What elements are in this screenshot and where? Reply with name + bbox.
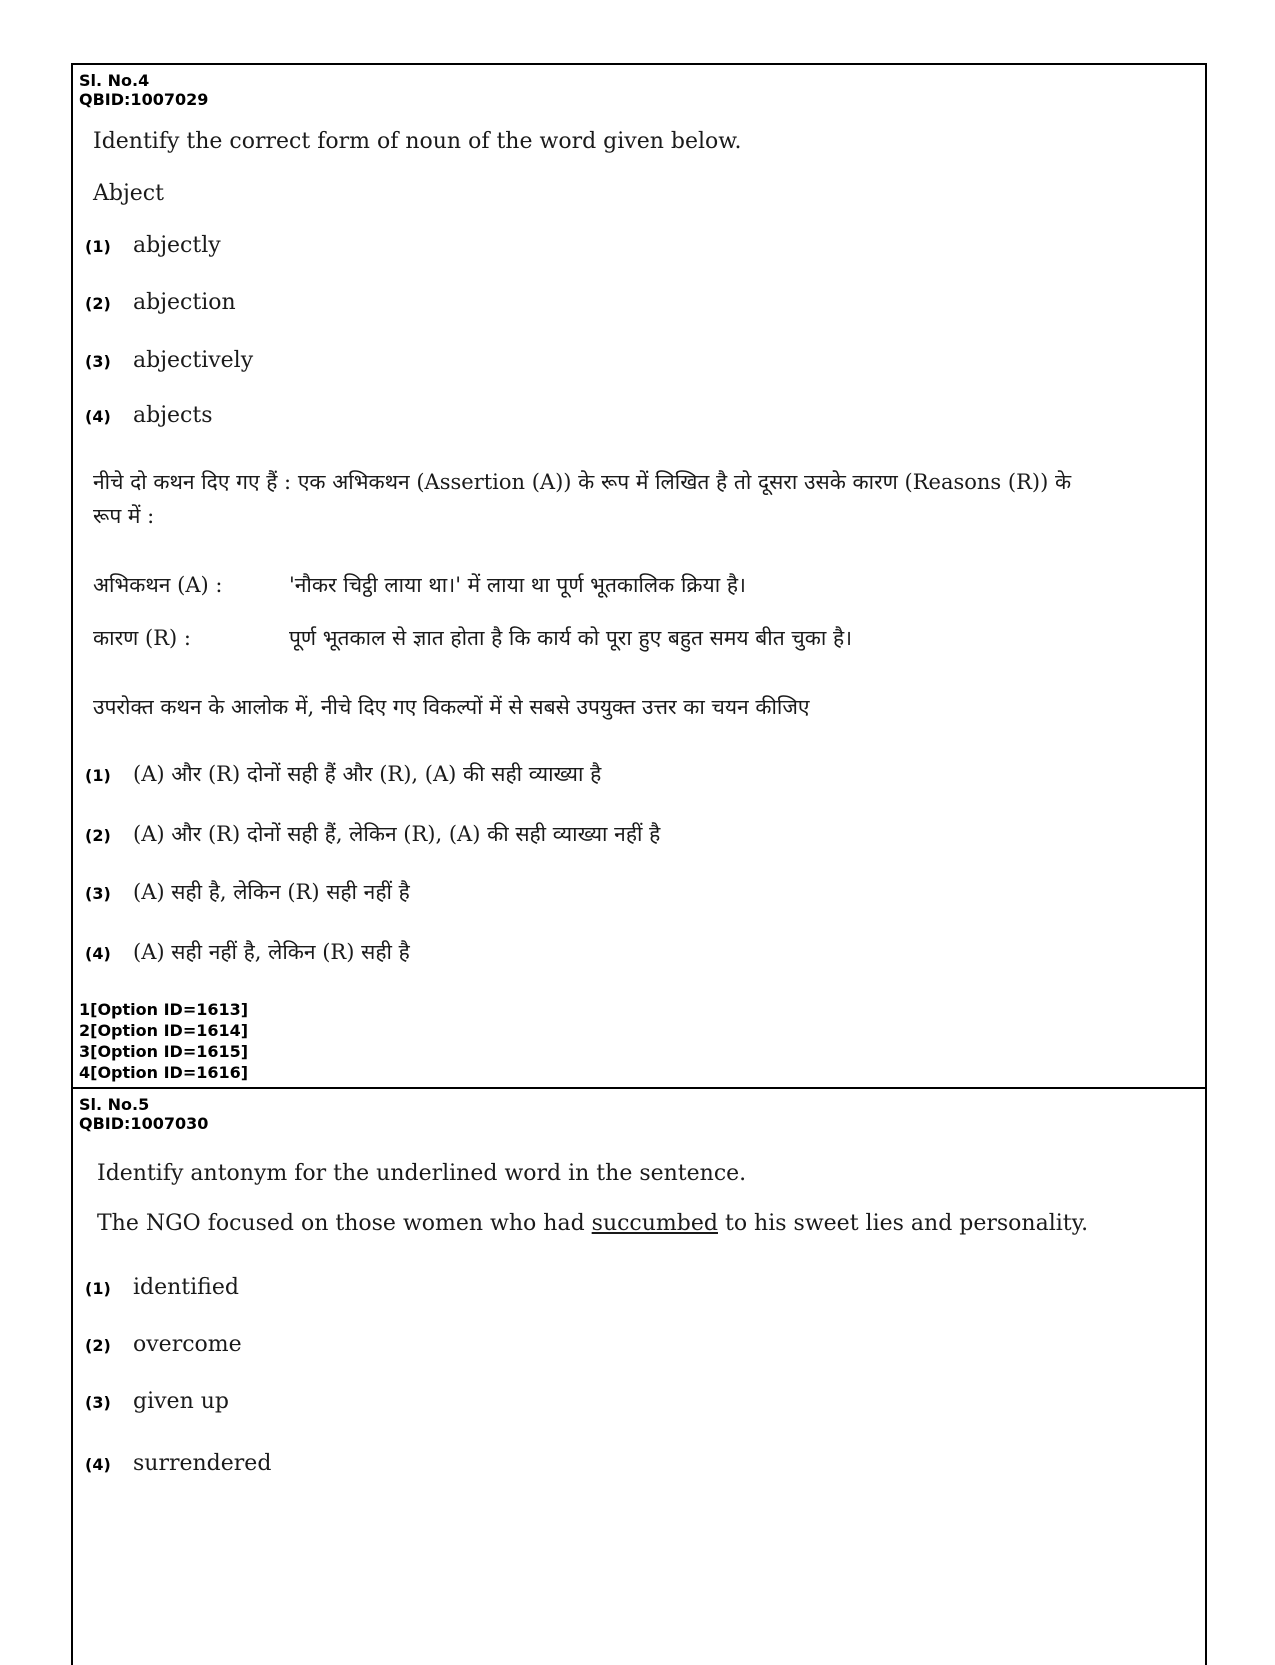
question-text: Identify the correct form of noun of the word given below. xyxy=(93,129,742,154)
option-number: (2) xyxy=(85,826,111,845)
option-3 xyxy=(85,1389,229,1414)
option-1 xyxy=(85,1275,239,1300)
underlined-word: succumbed xyxy=(591,1211,718,1236)
option-4 xyxy=(85,1451,271,1476)
assertion-option-3 xyxy=(85,875,410,909)
option-text: (A) और (R) दोनों सही हैं, लेकिन (R), (A) की सही व्याख्या नहीं है xyxy=(133,822,661,846)
option-number: (1) xyxy=(85,1279,111,1298)
reason-text: पूर्ण भूतकाल से ज्ञात होता है कि कार्य को पूरा हुए बहुत समय बीत चुका है। xyxy=(289,626,853,650)
option-number: (3) xyxy=(85,352,111,371)
assertion-intro xyxy=(93,465,1173,533)
option-2 xyxy=(85,1332,242,1357)
reason-row xyxy=(93,621,852,655)
option-4 xyxy=(85,403,213,428)
question-block-5 xyxy=(73,1089,1205,1649)
question-sentence xyxy=(97,1211,1088,1236)
serial-number: Sl. No.4 xyxy=(79,71,150,90)
option-text: surrendered xyxy=(133,1451,272,1476)
question-sheet xyxy=(71,63,1207,1665)
option-text: abjectively xyxy=(133,348,254,373)
question-header xyxy=(73,1095,208,1133)
qbid: QBID:1007029 xyxy=(79,90,209,109)
option-text: abjection xyxy=(133,290,236,315)
option-number: (4) xyxy=(85,1455,111,1474)
assertion-intro-line: नीचे दो कथन दिए गए हैं : एक अभिकथन (Assertion (A)) के रूप में लिखित है तो दूसरा उसके कारण (Reasons (R)) के xyxy=(93,470,1072,494)
assertion-intro-line: रूप में : xyxy=(93,504,155,528)
option-text: abjects xyxy=(133,403,213,428)
question-header xyxy=(73,71,208,109)
question-text: Identify antonym for the underlined word in the sentence. xyxy=(97,1161,747,1186)
option-id: 3[Option ID=1615] xyxy=(79,1042,249,1061)
option-id: 4[Option ID=1616] xyxy=(79,1063,249,1082)
question-word: Abject xyxy=(93,181,164,206)
assertion-option-1 xyxy=(85,757,601,791)
assertion-option-2 xyxy=(85,817,660,851)
option-text: identified xyxy=(133,1275,239,1300)
assertion-label: अभिकथन (A) : xyxy=(93,573,223,597)
option-text: given up xyxy=(133,1389,229,1414)
option-text: overcome xyxy=(133,1332,242,1357)
question-block-4 xyxy=(73,65,1205,1089)
option-number: (3) xyxy=(85,884,111,903)
reason-label: कारण (R) : xyxy=(93,626,191,650)
serial-number: Sl. No.5 xyxy=(79,1095,150,1114)
option-number: (1) xyxy=(85,766,111,785)
assertion-instruction: उपरोक्त कथन के आलोक में, नीचे दिए गए विकल्पों में से सबसे उपयुक्त उत्तर का चयन कीजिए xyxy=(93,695,810,719)
option-number: (1) xyxy=(85,237,111,256)
assertion-option-4 xyxy=(85,935,410,969)
option-text: (A) सही नहीं है, लेकिन (R) सही है xyxy=(133,940,410,964)
option-id: 2[Option ID=1614] xyxy=(79,1021,249,1040)
assertion-text: 'नौकर चिट्ठी लाया था।' में लाया था पूर्ण भूतकालिक क्रिया है। xyxy=(289,573,746,597)
option-number: (4) xyxy=(85,407,111,426)
option-2 xyxy=(85,290,236,315)
option-number: (3) xyxy=(85,1393,111,1412)
option-3 xyxy=(85,348,253,373)
sentence-before: The NGO focused on those women who had xyxy=(97,1211,592,1236)
option-id: 1[Option ID=1613] xyxy=(79,1000,249,1019)
sentence-after: to his sweet lies and personality. xyxy=(717,1211,1089,1236)
option-text: (A) सही है, लेकिन (R) सही नहीं है xyxy=(133,880,410,904)
assertion-row xyxy=(93,568,746,602)
option-1 xyxy=(85,233,221,258)
option-number: (2) xyxy=(85,1336,111,1355)
option-number: (2) xyxy=(85,294,111,313)
option-id-list xyxy=(79,999,248,1083)
option-text: abjectly xyxy=(133,233,221,258)
qbid: QBID:1007030 xyxy=(79,1114,209,1133)
option-number: (4) xyxy=(85,944,111,963)
option-text: (A) और (R) दोनों सही हैं और (R), (A) की सही व्याख्या है xyxy=(133,762,602,786)
